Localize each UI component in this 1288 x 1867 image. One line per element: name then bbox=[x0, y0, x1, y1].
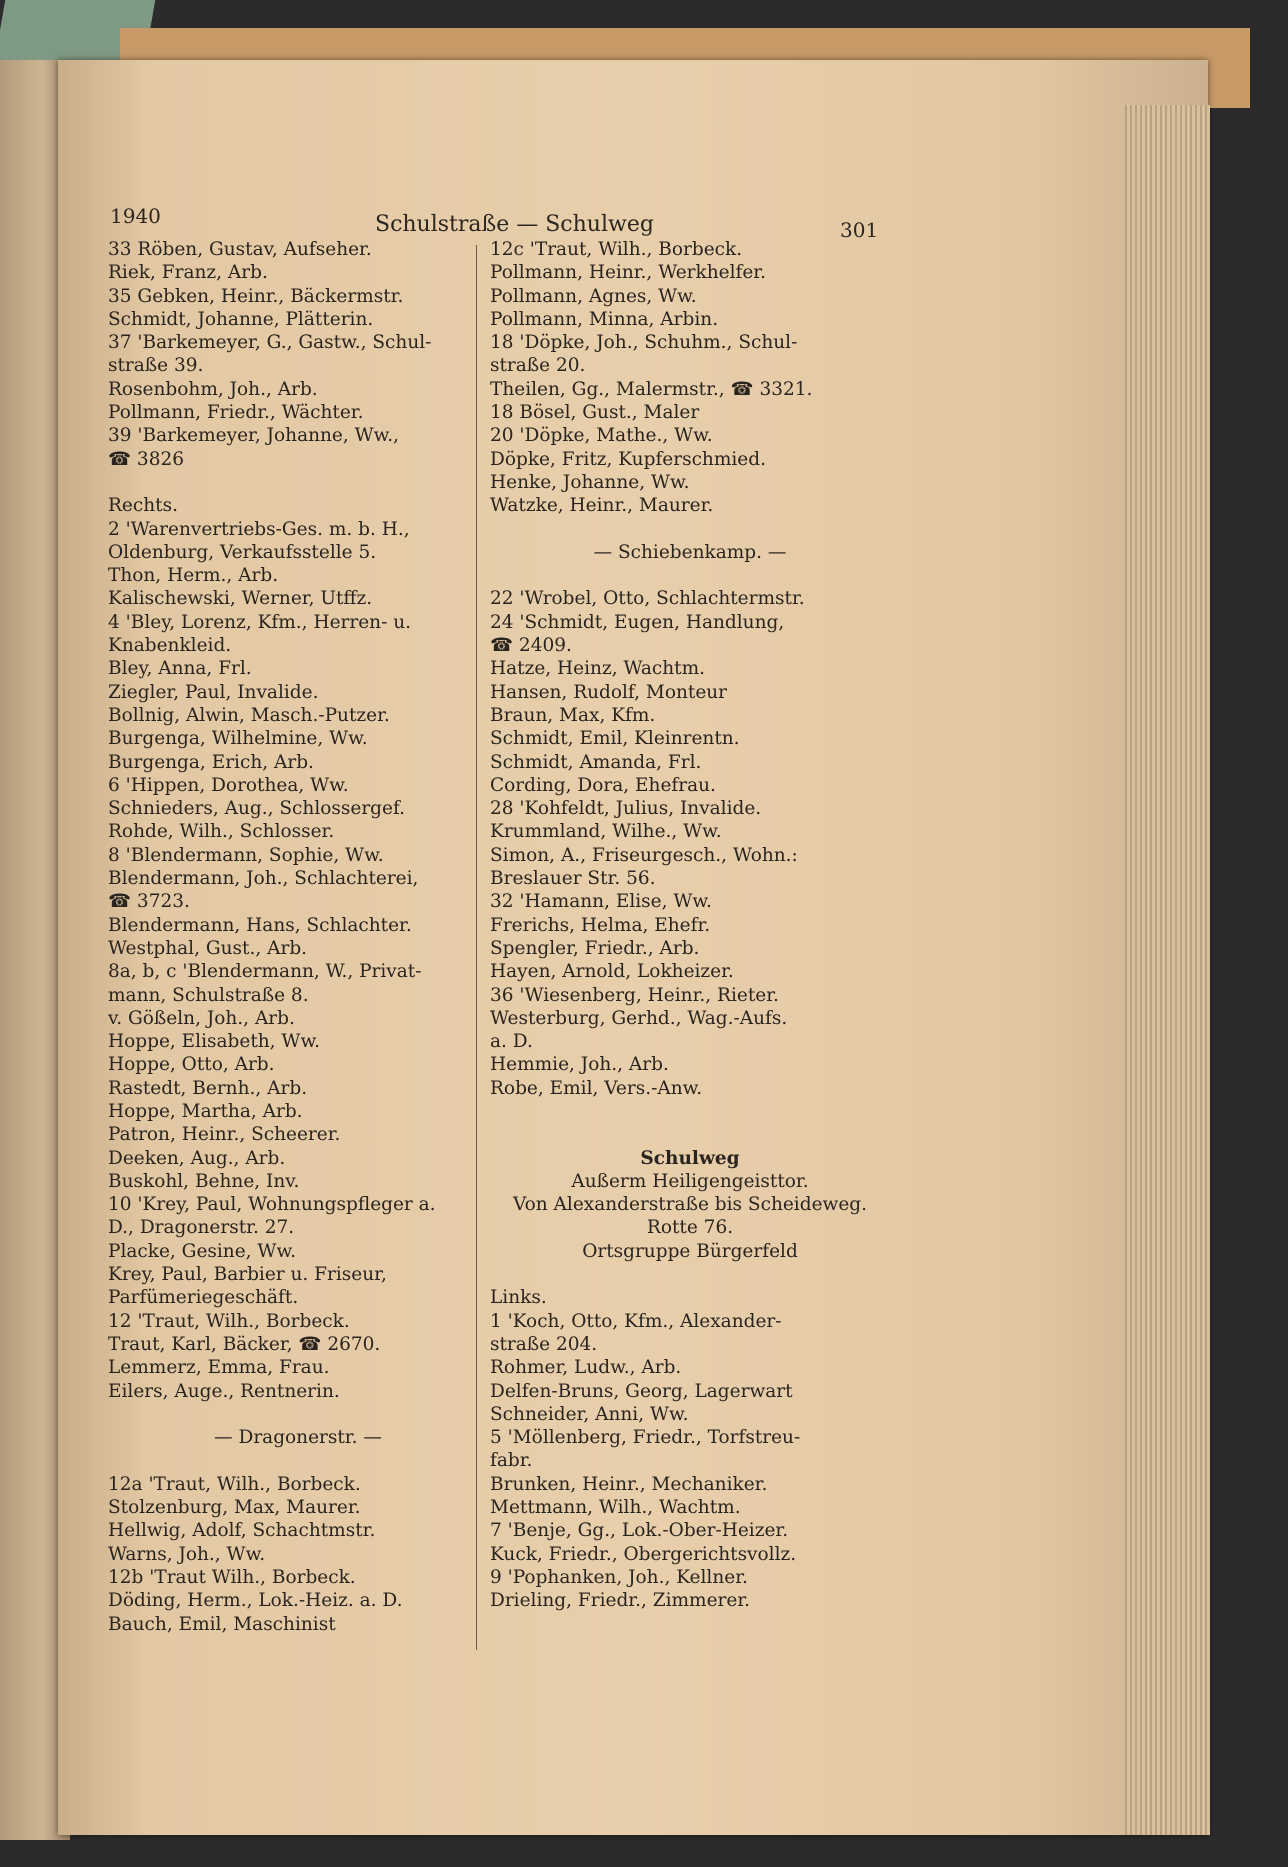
directory-line: 22 'Wrobel, Otto, Schlachtermstr. bbox=[490, 588, 805, 610]
directory-line: Schneider, Anni, Ww. bbox=[490, 1403, 689, 1425]
directory-line: 39 'Barkemeyer, Johanne, Ww., bbox=[108, 425, 400, 447]
directory-line: D., Dragonerstr. 27. bbox=[108, 1217, 295, 1239]
directory-line: — Dragonerstr. — bbox=[214, 1427, 382, 1449]
directory-line: ☎ 3826 bbox=[108, 448, 185, 470]
directory-line: Blendermann, Joh., Schlachterei, bbox=[108, 868, 419, 890]
directory-line: Ziegler, Paul, Invalide. bbox=[108, 681, 319, 703]
directory-line: Schmidt, Johanne, Plätterin. bbox=[108, 308, 374, 330]
directory-line bbox=[108, 1403, 488, 1426]
directory-line: Mettmann, Wilh., Wachtm. bbox=[490, 1497, 741, 1519]
right-column bbox=[490, 238, 890, 1613]
directory-line: Burgenga, Wilhelmine, Ww. bbox=[108, 728, 368, 750]
directory-line: 2 'Warenvertriebs-Ges. m. b. H., bbox=[108, 518, 410, 540]
directory-line: 10 'Krey, Paul, Wohnungspfleger a. bbox=[108, 1194, 436, 1216]
directory-line: Parfümeriegeschäft. bbox=[108, 1287, 299, 1309]
directory-line: Pollmann, Minna, Arbin. bbox=[490, 308, 719, 330]
directory-line: Hemmie, Joh., Arb. bbox=[490, 1054, 669, 1076]
directory-line: fabr. bbox=[490, 1450, 533, 1472]
directory-line: Rosenbohm, Joh., Arb. bbox=[108, 378, 318, 400]
directory-line: Pollmann, Friedr., Wächter. bbox=[108, 402, 364, 424]
directory-line: 28 'Kohfeldt, Julius, Invalide. bbox=[490, 798, 762, 820]
directory-line: Schulweg bbox=[640, 1147, 740, 1169]
directory-line: Traut, Karl, Bäcker, ☎ 2670. bbox=[108, 1333, 381, 1355]
directory-line: Schmidt, Amanda, Frl. bbox=[490, 751, 702, 773]
directory-line: Krey, Paul, Barbier u. Friseur, bbox=[108, 1264, 387, 1286]
directory-line: straße 20. bbox=[490, 355, 586, 377]
directory-line: Bollnig, Alwin, Masch.-Putzer. bbox=[108, 704, 390, 726]
directory-line: Bley, Anna, Frl. bbox=[108, 658, 252, 680]
directory-line: Robe, Emil, Vers.-Anw. bbox=[490, 1077, 703, 1099]
directory-line: Burgenga, Erich, Arb. bbox=[108, 751, 314, 773]
directory-line: Westerburg, Gerhd., Wag.-Aufs. bbox=[490, 1007, 788, 1029]
directory-line bbox=[490, 518, 890, 541]
left-column bbox=[108, 238, 488, 1636]
directory-line: v. Gößeln, Joh., Arb. bbox=[108, 1007, 295, 1029]
directory-line: Stolzenburg, Max, Maurer. bbox=[108, 1497, 361, 1519]
directory-line: 9 'Pophanken, Joh., Kellner. bbox=[490, 1566, 748, 1588]
directory-line: Pollmann, Heinr., Werkhelfer. bbox=[490, 262, 766, 284]
directory-line: Schmidt, Emil, Kleinrentn. bbox=[490, 728, 740, 750]
directory-line: 8 'Blendermann, Sophie, Ww. bbox=[108, 844, 384, 866]
directory-line: Außerm Heiligengeisttor. bbox=[571, 1170, 809, 1192]
directory-line: Bauch, Emil, Maschinist bbox=[108, 1613, 336, 1635]
directory-line: Kalischewski, Werner, Utffz. bbox=[108, 588, 373, 610]
directory-line: Frerichs, Helma, Ehefr. bbox=[490, 914, 711, 936]
directory-line: straße 39. bbox=[108, 355, 204, 377]
directory-line: 32 'Hamann, Elise, Ww. bbox=[490, 891, 712, 913]
page-stack-edge bbox=[1125, 105, 1210, 1835]
column-divider bbox=[476, 245, 477, 1650]
directory-line: 36 'Wiesenberg, Heinr., Rieter. bbox=[490, 984, 779, 1006]
page-header bbox=[110, 200, 880, 240]
directory-line: Simon, A., Friseurgesch., Wohn.: bbox=[490, 844, 798, 866]
directory-line bbox=[490, 564, 890, 587]
directory-line: Hoppe, Elisabeth, Ww. bbox=[108, 1031, 320, 1053]
directory-line: ☎ 2409. bbox=[490, 635, 572, 657]
directory-line: Rohmer, Ludw., Arb. bbox=[490, 1357, 682, 1379]
directory-line: Warns, Joh., Ww. bbox=[108, 1543, 266, 1565]
directory-line: 12b 'Traut Wilh., Borbeck. bbox=[108, 1566, 356, 1588]
directory-line: 33 Röben, Gustav, Aufseher. bbox=[108, 239, 372, 260]
directory-line: Rastedt, Bernh., Arb. bbox=[108, 1077, 308, 1099]
directory-line: mann, Schulstraße 8. bbox=[108, 984, 309, 1006]
directory-line: 12a 'Traut, Wilh., Borbeck. bbox=[108, 1473, 361, 1495]
directory-line: 18 'Döpke, Joh., Schuhm., Schul- bbox=[490, 332, 798, 354]
directory-line: 12 'Traut, Wilh., Borbeck. bbox=[108, 1310, 350, 1332]
directory-line bbox=[108, 471, 488, 494]
directory-line: Spengler, Friedr., Arb. bbox=[490, 937, 700, 959]
directory-line: — Schiebenkamp. — bbox=[593, 541, 787, 563]
directory-line: Thon, Herm., Arb. bbox=[108, 565, 279, 587]
directory-line: Lemmerz, Emma, Frau. bbox=[108, 1357, 330, 1379]
directory-line: Oldenburg, Verkaufsstelle 5. bbox=[108, 541, 377, 563]
directory-line: Breslauer Str. 56. bbox=[490, 868, 656, 890]
directory-line: Schnieders, Aug., Schlossergef. bbox=[108, 798, 406, 820]
directory-line: Brunken, Heinr., Mechaniker. bbox=[490, 1473, 768, 1495]
directory-line bbox=[490, 1100, 890, 1123]
directory-line: Henke, Johanne, Ww. bbox=[490, 471, 690, 493]
page-number: 301 bbox=[840, 218, 879, 242]
directory-line: Pollmann, Agnes, Ww. bbox=[490, 285, 697, 307]
directory-line: Hayen, Arnold, Lokheizer. bbox=[490, 961, 734, 983]
directory-line: Ortsgruppe Bürgerfeld bbox=[582, 1240, 798, 1262]
directory-line: Hellwig, Adolf, Schachtmstr. bbox=[108, 1520, 376, 1542]
directory-line: Knabenkleid. bbox=[108, 635, 232, 657]
directory-line: 20 'Döpke, Mathe., Ww. bbox=[490, 425, 713, 447]
directory-line: a. D. bbox=[490, 1031, 533, 1053]
year-label: 1940 bbox=[110, 204, 161, 228]
directory-line: Döding, Herm., Lok.-Heiz. a. D. bbox=[108, 1590, 403, 1612]
directory-line: 24 'Schmidt, Eugen, Handlung, bbox=[490, 611, 785, 633]
directory-line: Westphal, Gust., Arb. bbox=[108, 937, 308, 959]
directory-line: Krummland, Wilhe., Ww. bbox=[490, 821, 722, 843]
directory-line: ☎ 3723. bbox=[108, 891, 190, 913]
directory-line bbox=[108, 1449, 488, 1472]
directory-line: 37 'Barkemeyer, G., Gastw., Schul- bbox=[108, 332, 432, 354]
directory-line: Eilers, Auge., Rentnerin. bbox=[108, 1380, 340, 1402]
directory-line: Hatze, Heinz, Wachtm. bbox=[490, 658, 706, 680]
directory-line: 7 'Benje, Gg., Lok.-Ober-Heizer. bbox=[490, 1520, 789, 1542]
directory-line: Rechts. bbox=[108, 495, 178, 517]
directory-line: Döpke, Fritz, Kupferschmied. bbox=[490, 448, 766, 470]
directory-line: Delfen-Bruns, Georg, Lagerwart bbox=[490, 1380, 793, 1402]
directory-line: Rohde, Wilh., Schlosser. bbox=[108, 821, 335, 843]
directory-line: Hoppe, Otto, Arb. bbox=[108, 1054, 275, 1076]
directory-line: straße 204. bbox=[490, 1333, 598, 1355]
directory-line: Cording, Dora, Ehefrau. bbox=[490, 774, 716, 796]
directory-line: Deeken, Aug., Arb. bbox=[108, 1147, 286, 1169]
directory-line: 35 Gebken, Heinr., Bäckermstr. bbox=[108, 285, 404, 307]
page-title: Schulstraße — Schulweg bbox=[375, 212, 654, 237]
directory-line: 18 Bösel, Gust., Maler bbox=[490, 402, 700, 424]
directory-line: Blendermann, Hans, Schlachter. bbox=[108, 914, 412, 936]
directory-line: Hoppe, Martha, Arb. bbox=[108, 1100, 303, 1122]
directory-line bbox=[490, 1123, 890, 1146]
directory-line: 12c 'Traut, Wilh., Borbeck. bbox=[490, 239, 743, 260]
directory-line: Braun, Max, Kfm. bbox=[490, 704, 656, 726]
directory-line: Riek, Franz, Arb. bbox=[108, 262, 268, 284]
directory-line: Links. bbox=[490, 1287, 547, 1309]
directory-line bbox=[490, 1263, 890, 1286]
directory-line: Placke, Gesine, Ww. bbox=[108, 1240, 296, 1262]
directory-line: 4 'Bley, Lorenz, Kfm., Herren- u. bbox=[108, 611, 412, 633]
directory-line: Rotte 76. bbox=[646, 1217, 734, 1239]
directory-line: Drieling, Friedr., Zimmerer. bbox=[490, 1590, 751, 1612]
directory-line: Patron, Heinr., Scheerer. bbox=[108, 1124, 341, 1146]
directory-line: Buskohl, Behne, Inv. bbox=[108, 1170, 300, 1192]
directory-line: 1 'Koch, Otto, Kfm., Alexander- bbox=[490, 1310, 782, 1332]
directory-line: 5 'Möllenberg, Friedr., Torfstreu- bbox=[490, 1427, 801, 1449]
directory-line: Kuck, Friedr., Obergerichtsvollz. bbox=[490, 1543, 797, 1565]
directory-line: Von Alexanderstraße bis Scheideweg. bbox=[512, 1194, 868, 1216]
directory-line: Watzke, Heinr., Maurer. bbox=[490, 495, 714, 517]
directory-line: 6 'Hippen, Dorothea, Ww. bbox=[108, 774, 349, 796]
directory-line: 8a, b, c 'Blendermann, W., Privat- bbox=[108, 961, 422, 983]
directory-line: Theilen, Gg., Malermstr., ☎ 3321. bbox=[490, 378, 813, 400]
directory-line: Hansen, Rudolf, Monteur bbox=[490, 681, 728, 703]
